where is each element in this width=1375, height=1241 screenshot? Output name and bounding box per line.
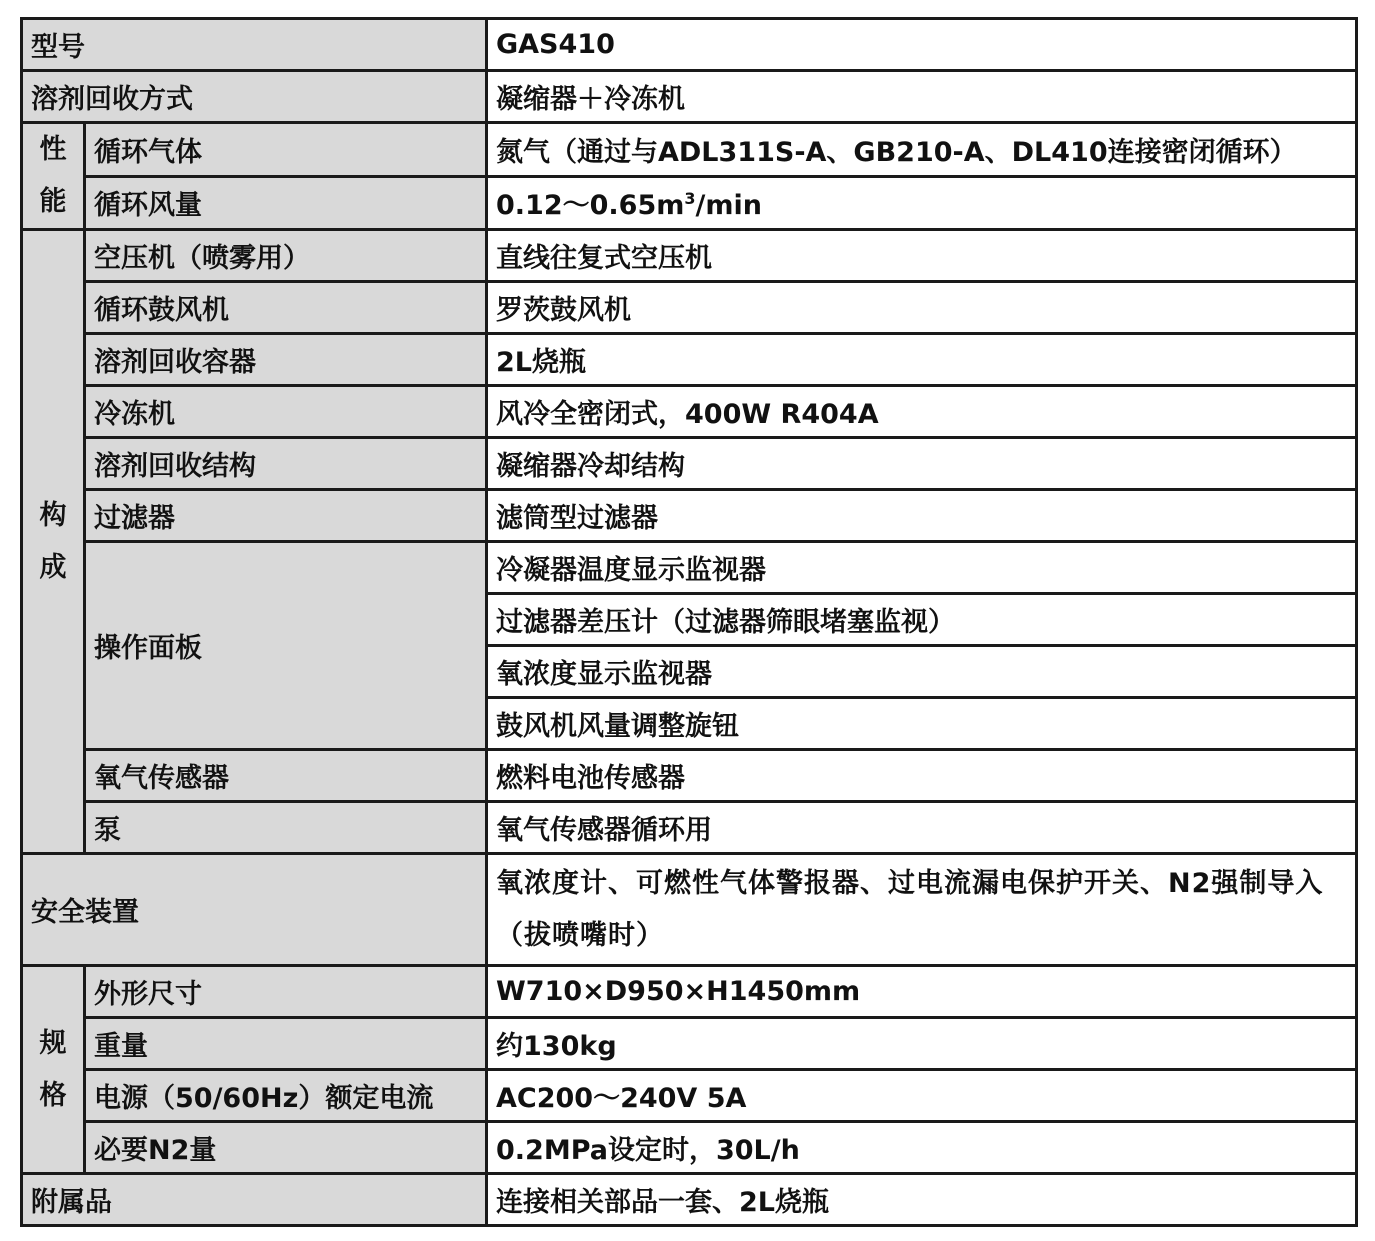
air-flow-value-sup: 3 (684, 189, 696, 209)
recovery-method-label: 溶剂回收方式 (22, 71, 487, 123)
table-row (22, 334, 1357, 386)
panel-label: 操作面板 (85, 542, 487, 750)
accessories-value: 连接相关部品一套、2L烧瓶 (487, 1174, 1357, 1226)
blower-label: 循环鼓风机 (85, 282, 487, 334)
dimensions-label: 外形尺寸 (85, 966, 487, 1018)
performance-group-label: 性能 (39, 134, 67, 217)
table-row (22, 1070, 1357, 1122)
container-value: 2L烧瓶 (487, 334, 1357, 386)
panel-item: 过滤器差压计（过滤器筛眼堵塞监视） (487, 594, 1357, 646)
air-flow-value-main: 0.12～0.65m (496, 190, 685, 222)
specs-group-label: 规格 (39, 1027, 67, 1111)
table-row (22, 123, 1357, 177)
table-row (22, 542, 1357, 594)
air-flow-label: 循环风量 (85, 176, 487, 230)
compressor-value: 直线往复式空压机 (487, 230, 1357, 282)
panel-item: 氧浓度显示监视器 (487, 646, 1357, 698)
circ-gas-label: 循环气体 (85, 123, 487, 177)
table-row (22, 490, 1357, 542)
panel-item: 鼓风机风量调整旋钮 (487, 698, 1357, 750)
blower-value: 罗茨鼓风机 (487, 282, 1357, 334)
air-flow-value-tail: /min (695, 190, 762, 222)
weight-label: 重量 (85, 1018, 487, 1070)
table-row (22, 438, 1357, 490)
chiller-value: 风冷全密闭式，400W R404A (487, 386, 1357, 438)
spec-table (20, 17, 1358, 1227)
o2-sensor-label: 氧气传感器 (85, 750, 487, 802)
filter-value: 滤筒型过滤器 (487, 490, 1357, 542)
panel-item: 冷凝器温度显示监视器 (487, 542, 1357, 594)
table-row (22, 1122, 1357, 1174)
table-row (22, 386, 1357, 438)
recovery-structure-label: 溶剂回收结构 (85, 438, 487, 490)
composition-group-cell (22, 230, 85, 854)
table-row (22, 802, 1357, 854)
weight-value: 约130kg (487, 1018, 1357, 1070)
dimensions-value: W710×D950×H1450mm (487, 966, 1357, 1018)
safety-label: 安全装置 (22, 854, 487, 966)
air-flow-value (487, 176, 1357, 230)
recovery-structure-value: 凝缩器冷却结构 (487, 438, 1357, 490)
compressor-label: 空压机（喷雾用） (85, 230, 487, 282)
o2-sensor-value: 燃料电池传感器 (487, 750, 1357, 802)
table-row (22, 966, 1357, 1018)
n2-label: 必要N2量 (85, 1122, 487, 1174)
model-label: 型号 (22, 19, 487, 71)
performance-group-cell (22, 123, 85, 230)
table-row (22, 854, 1357, 966)
table-row (22, 230, 1357, 282)
table-row (22, 1174, 1357, 1226)
pump-label: 泵 (85, 802, 487, 854)
specs-group-cell (22, 966, 85, 1174)
pump-value: 氧气传感器循环用 (487, 802, 1357, 854)
container-label: 溶剂回收容器 (85, 334, 487, 386)
power-value: AC200～240V 5A (487, 1070, 1357, 1122)
power-label: 电源（50/60Hz）额定电流 (85, 1070, 487, 1122)
model-value: GAS410 (487, 19, 1357, 71)
table-row (22, 19, 1357, 71)
chiller-label: 冷冻机 (85, 386, 487, 438)
table-row (22, 1018, 1357, 1070)
table-row (22, 750, 1357, 802)
n2-value: 0.2MPa设定时，30L/h (487, 1122, 1357, 1174)
table-row (22, 282, 1357, 334)
accessories-label: 附属品 (22, 1174, 487, 1226)
circ-gas-value: 氮气（通过与ADL311S-A、GB210-A、DL410连接密闭循环） (487, 123, 1357, 177)
safety-value: 氧浓度计、可燃性气体警报器、过电流漏电保护开关、N2强制导入（拔喷嘴时） (487, 854, 1357, 966)
table-row (22, 176, 1357, 230)
recovery-method-value: 凝缩器＋冷冻机 (487, 71, 1357, 123)
filter-label: 过滤器 (85, 490, 487, 542)
table-row (22, 71, 1357, 123)
composition-group-label: 构成 (39, 499, 67, 583)
